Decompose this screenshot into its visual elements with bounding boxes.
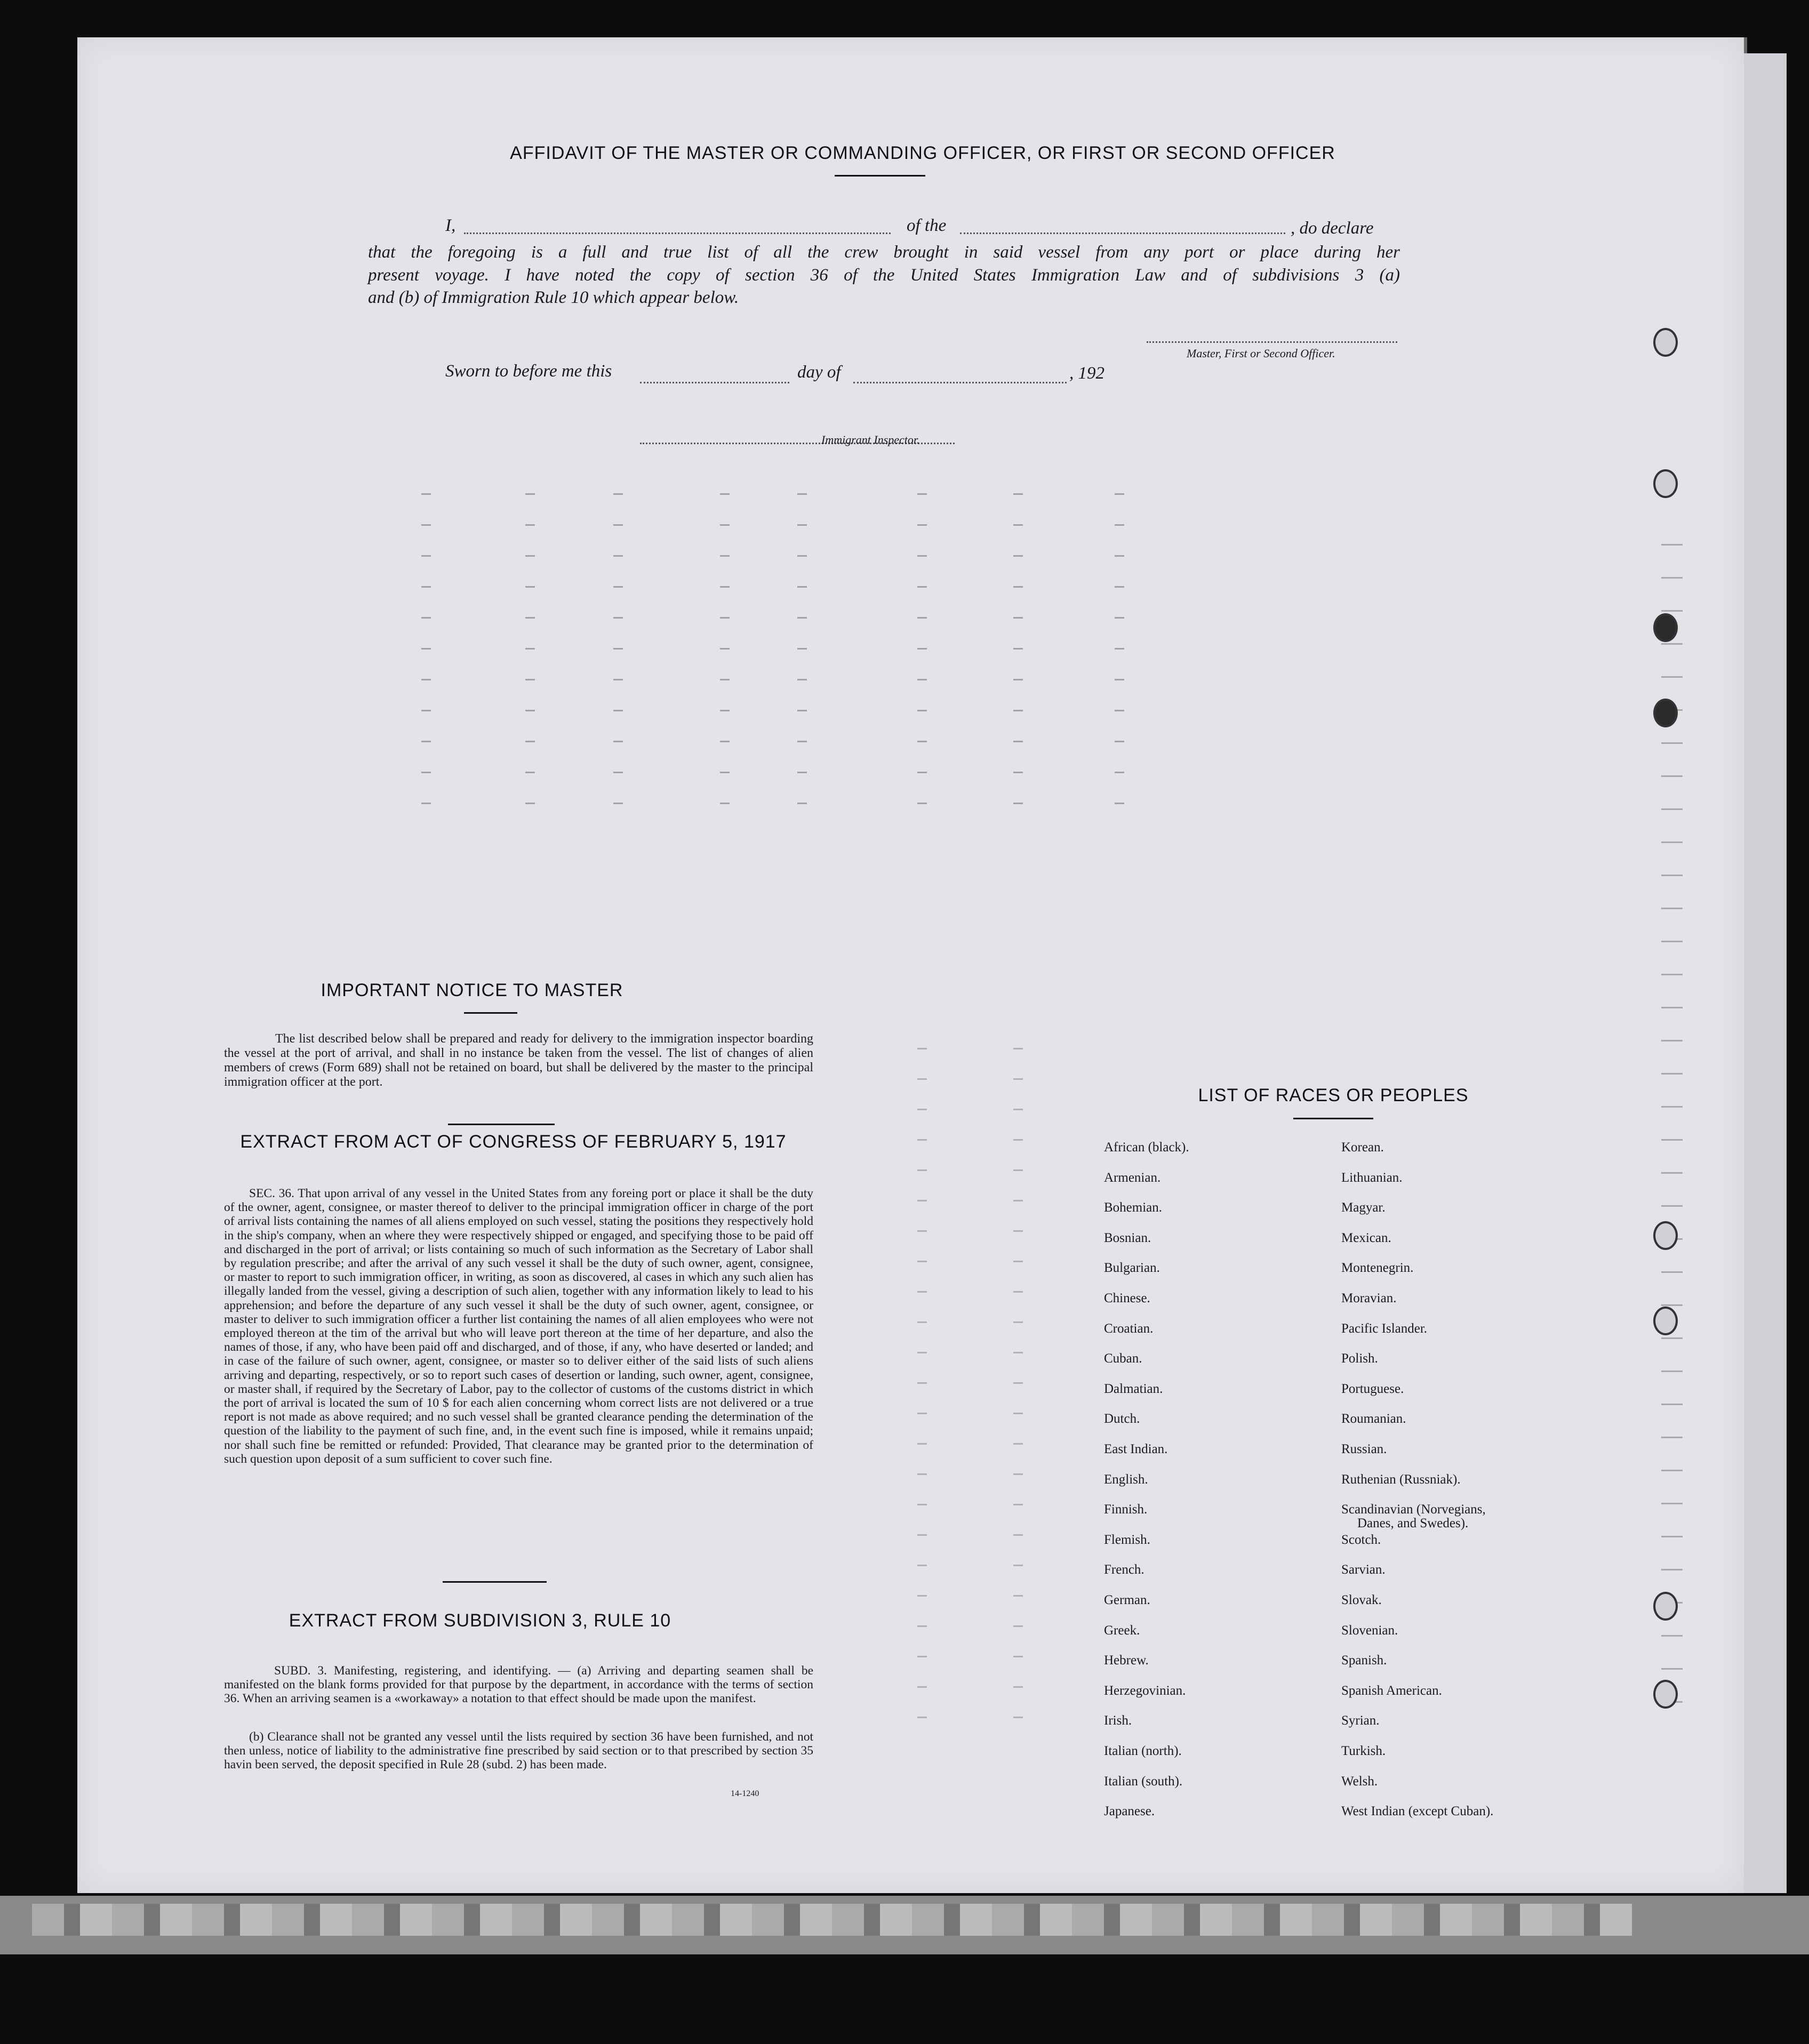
race-item: Armenian. bbox=[1104, 1170, 1161, 1185]
ghost-dash bbox=[1115, 741, 1124, 742]
race-item: Bulgarian. bbox=[1104, 1261, 1160, 1276]
ghost-dash bbox=[1115, 493, 1124, 495]
ghost-dash bbox=[917, 1230, 927, 1232]
notice-title: IMPORTANT NOTICE TO MASTER bbox=[321, 980, 623, 1000]
punch-hole bbox=[1653, 699, 1678, 727]
ghost-dash bbox=[613, 648, 623, 650]
ghost-dash bbox=[1013, 1473, 1023, 1475]
race-item: Herzegovinian. bbox=[1104, 1683, 1186, 1698]
act-body: SEC. 36. That upon arrival of any vessel in the United States from any foreing port or place it shall be the duty of the owner, agent, consignee, or master thereof to deliver to the principal immigration officer in charge of the port of arrival lists containing the names of all aliens employed on such vessel, stating the positions they respectively hold in the ship's company, when an where they were respectively shipped or engaged, and specifying those to be paid off and discharged in the port of arrival; or lists containing so much of such information as the Secretary of Labor shall by regulation prescribe; and after the arrival of any such vessel it shall be the duty of such owner, agent, consignee, or master to report to such immigration officer, in writing, as soon as discovered, al cases in which any such alien has illegally landed from the vessel, giving a description of such alien, together with any information likely to lead to his apprehension; and before the departure of any such vessel it shall be the duty of such owner, agent, consignee, or master to deliver to such immigration officer a further list containing the names of all alien employees who were not employed thereon at the tim of the arrival but who will leave port thereon at the time of her departure, and also the names of those, if any, who have been paid off and discharged, and of those, if any, who have deserted or landed; and in case of the failure of such owner, agent, consignee, or master so to deliver either of the said lists of such aliens arriving and departing, respectively, or so to report such cases of desertion or landing, such owner, agent, consignee, or master shall, if required by the Secretary of Labor, pay to the collector of customs of the customs district in which the port of arrival is located the sum of 10 $ for each alien concerning whom correct lists are not delivered or a true report is not made as above required; and no such vessel shall be granted clearance pending the determination of the question of the liability to the payment of such fine, and, in the event such fine is imposed, while it remains unpaid; nor shall such fine be remitted or refunded: Provided, That clearance may be granted prior to the determination of such question upon deposit of a sum sufficient to cover such fine. bbox=[224, 1187, 813, 1466]
affidavit-title: AFFIDAVIT OF THE MASTER OR COMMANDING OFFICER, OR FIRST OR SECOND OFFICER bbox=[510, 143, 1335, 163]
race-item: African (black). bbox=[1104, 1140, 1189, 1155]
race-item: Welsh. bbox=[1341, 1774, 1378, 1789]
of-the-label: of the bbox=[907, 216, 947, 235]
ghost-dash bbox=[720, 586, 730, 588]
ghost-dash bbox=[1013, 1078, 1023, 1080]
ghost-dash bbox=[613, 803, 623, 804]
rule-para-b: (b) Clearance shall not be granted any vessel until the lists required by section 36 have been furnished, and not then unless, notice of liability to the administrative fine prescribed by said section or to that prescribed by section 35 havin been served, the deposit specified in Rule 28 (subd. 2) has been made. bbox=[224, 1730, 813, 1772]
ghost-dash bbox=[613, 617, 623, 619]
race-item: West Indian (except Cuban). bbox=[1341, 1804, 1494, 1819]
race-item: Russian. bbox=[1341, 1442, 1387, 1456]
ghost-dash bbox=[525, 741, 535, 742]
ghost-dash bbox=[1661, 610, 1683, 612]
ghost-dash bbox=[917, 586, 927, 588]
ghost-dash bbox=[1661, 941, 1683, 942]
race-item: Slovak. bbox=[1341, 1593, 1382, 1607]
affidavit-line-2: that the foregoing is a full and true list of all the crew brought in said vessel from any port or place during her bbox=[368, 243, 1400, 262]
rule-title: EXTRACT FROM SUBDIVISION 3, RULE 10 bbox=[289, 1610, 671, 1631]
ghost-dash bbox=[1661, 841, 1683, 843]
ghost-dash bbox=[1013, 1504, 1023, 1505]
race-item: East Indian. bbox=[1104, 1442, 1168, 1456]
race-item: Korean. bbox=[1341, 1140, 1384, 1155]
ghost-dash bbox=[1013, 493, 1023, 495]
ghost-dash bbox=[1013, 1139, 1023, 1141]
ghost-dash bbox=[1115, 710, 1124, 711]
rule-para-a: SUBD. 3. Manifesting, registering, and identifying. — (a) Arriving and departing seamen shall be manifested on the blank forms provided for that purpose by the department, in accordance with the terms of section 36. When an arriving seamen is a «workaway» a notation to that effect should be made upon the manifest. bbox=[224, 1664, 813, 1705]
ghost-dash bbox=[1661, 1668, 1683, 1670]
ghost-dash bbox=[1661, 544, 1683, 546]
ghost-dash bbox=[1013, 1413, 1023, 1414]
ghost-dash bbox=[1013, 1717, 1023, 1718]
ghost-dash bbox=[917, 1382, 927, 1384]
race-item: Polish. bbox=[1341, 1351, 1378, 1366]
ghost-dash bbox=[525, 648, 535, 650]
ghost-dash bbox=[1013, 1595, 1023, 1597]
ghost-dash bbox=[917, 1473, 927, 1475]
ghost-dash bbox=[1661, 643, 1683, 645]
race-item: Roumanian. bbox=[1341, 1412, 1406, 1426]
ghost-dash bbox=[1013, 1109, 1023, 1110]
name-field[interactable] bbox=[464, 233, 891, 234]
ghost-dash bbox=[917, 679, 927, 680]
back-page-edge bbox=[1744, 53, 1787, 1893]
title-rule bbox=[835, 175, 925, 177]
ghost-dash bbox=[1013, 648, 1023, 650]
race-item: Scandinavian (Norvegians, bbox=[1341, 1502, 1486, 1517]
ghost-dash bbox=[917, 1261, 927, 1262]
ghost-dash bbox=[1661, 1304, 1683, 1306]
ghost-dash bbox=[613, 586, 623, 588]
ghost-dash bbox=[421, 741, 431, 742]
notice-bottom-rule bbox=[448, 1124, 555, 1125]
ghost-dash bbox=[1013, 710, 1023, 711]
race-item: English. bbox=[1104, 1472, 1148, 1487]
ghost-dash bbox=[720, 741, 730, 742]
ghost-dash bbox=[421, 679, 431, 680]
ghost-dash bbox=[1661, 1007, 1683, 1008]
ghost-dash bbox=[613, 710, 623, 711]
act-title: EXTRACT FROM ACT OF CONGRESS OF FEBRUARY 5, 1917 bbox=[240, 1132, 787, 1152]
ghost-dash bbox=[917, 1291, 927, 1293]
ghost-dash bbox=[917, 1321, 927, 1323]
ghost-dash bbox=[1013, 741, 1023, 742]
ghost-dash bbox=[525, 555, 535, 557]
punch-hole bbox=[1653, 469, 1678, 498]
ghost-dash bbox=[421, 555, 431, 557]
race-item: Slovenian. bbox=[1341, 1623, 1398, 1638]
ghost-dash bbox=[1661, 1271, 1683, 1273]
punch-hole bbox=[1653, 1680, 1678, 1709]
ghost-dash bbox=[917, 710, 927, 711]
ghost-dash bbox=[720, 803, 730, 804]
day-of-label: day of bbox=[797, 363, 841, 382]
race-item: Lithuanian. bbox=[1341, 1170, 1403, 1185]
ghost-dash bbox=[1013, 1443, 1023, 1445]
ghost-dash bbox=[1013, 1230, 1023, 1232]
do-declare-label: , do declare bbox=[1291, 219, 1374, 238]
ghost-dash bbox=[1661, 908, 1683, 909]
ghost-dash bbox=[917, 1352, 927, 1353]
race-item: Portuguese. bbox=[1341, 1381, 1404, 1396]
punch-hole bbox=[1653, 1221, 1678, 1250]
year-label: , 192 bbox=[1069, 364, 1104, 383]
ghost-dash bbox=[1661, 676, 1683, 678]
race-item: Scotch. bbox=[1341, 1532, 1381, 1547]
ghost-dash bbox=[1013, 524, 1023, 526]
ghost-dash bbox=[1661, 1470, 1683, 1471]
torn-paper-edge bbox=[32, 1904, 1632, 1936]
race-item: Danes, and Swedes). bbox=[1357, 1516, 1469, 1531]
ghost-dash bbox=[1013, 1321, 1023, 1323]
ghost-dash bbox=[1661, 1635, 1683, 1637]
ghost-dash bbox=[1661, 1172, 1683, 1174]
ghost-dash bbox=[421, 586, 431, 588]
ghost-dash bbox=[1013, 1382, 1023, 1384]
ghost-dash bbox=[1661, 1503, 1683, 1504]
ghost-dash bbox=[1115, 586, 1124, 588]
ghost-dash bbox=[613, 772, 623, 773]
ghost-dash bbox=[720, 710, 730, 711]
ghost-dash bbox=[525, 679, 535, 680]
ghost-dash bbox=[797, 741, 807, 742]
notice-body: The list described below shall be prepared and ready for delivery to the immigration inspector boarding the vessel at the port of arrival, and shall in no instance be taken from the vessel. The list of changes of alien members of crews (Form 689) shall not be retained on board, but shall be delivered by the master to the principal immigration officer at the port. bbox=[224, 1032, 813, 1089]
sworn-day-field[interactable] bbox=[640, 382, 789, 383]
ghost-dash bbox=[1661, 775, 1683, 777]
ghost-dash bbox=[1013, 1352, 1023, 1353]
ghost-dash bbox=[525, 710, 535, 711]
race-item: Syrian. bbox=[1341, 1713, 1380, 1728]
ghost-dash bbox=[421, 524, 431, 526]
ghost-dash bbox=[797, 617, 807, 619]
race-item: Chinese. bbox=[1104, 1291, 1150, 1305]
ghost-dash bbox=[797, 524, 807, 526]
race-item: Bohemian. bbox=[1104, 1200, 1163, 1215]
ghost-dash bbox=[917, 1169, 927, 1171]
ghost-dash bbox=[421, 803, 431, 804]
signature-field[interactable] bbox=[1147, 341, 1397, 343]
races-title: LIST OF RACES OR PEOPLES bbox=[1198, 1085, 1469, 1105]
ghost-dash bbox=[720, 524, 730, 526]
ghost-dash bbox=[917, 493, 927, 495]
ghost-dash bbox=[1661, 1437, 1683, 1438]
ghost-dash bbox=[1013, 555, 1023, 557]
races-rule bbox=[1293, 1118, 1373, 1119]
affidavit-line-4: and (b) of Immigration Rule 10 which appear below. bbox=[368, 288, 739, 307]
vessel-field[interactable] bbox=[960, 233, 1285, 234]
ghost-dash bbox=[1013, 1534, 1023, 1536]
ghost-dash bbox=[797, 710, 807, 711]
i-label: I, bbox=[445, 216, 456, 235]
ghost-dash bbox=[1013, 1169, 1023, 1171]
ghost-dash bbox=[917, 1595, 927, 1597]
ghost-dash bbox=[1013, 1200, 1023, 1201]
ghost-dash bbox=[720, 772, 730, 773]
ghost-dash bbox=[917, 772, 927, 773]
ghost-dash bbox=[1115, 772, 1124, 773]
ghost-dash bbox=[525, 493, 535, 495]
race-item: Finnish. bbox=[1104, 1502, 1148, 1517]
race-item: Turkish. bbox=[1341, 1744, 1386, 1758]
ghost-dash bbox=[1013, 772, 1023, 773]
ghost-dash bbox=[1661, 577, 1683, 579]
ghost-dash bbox=[797, 772, 807, 773]
ghost-dash bbox=[797, 586, 807, 588]
ghost-dash bbox=[1013, 679, 1023, 680]
ghost-dash bbox=[1661, 974, 1683, 975]
race-item: Montenegrin. bbox=[1341, 1261, 1414, 1276]
race-item: Italian (south). bbox=[1104, 1774, 1183, 1789]
ghost-dash bbox=[525, 772, 535, 773]
ghost-dash bbox=[1115, 648, 1124, 650]
ghost-dash bbox=[720, 648, 730, 650]
ghost-dash bbox=[917, 741, 927, 742]
race-item: Dalmatian. bbox=[1104, 1381, 1163, 1396]
ghost-dash bbox=[1661, 1404, 1683, 1405]
ghost-dash bbox=[917, 1565, 927, 1566]
ghost-dash bbox=[1013, 803, 1023, 804]
ghost-dash bbox=[1115, 617, 1124, 619]
ghost-dash bbox=[613, 679, 623, 680]
ghost-dash bbox=[1013, 586, 1023, 588]
race-item: Japanese. bbox=[1104, 1804, 1155, 1819]
ghost-dash bbox=[1661, 742, 1683, 744]
race-item: Irish. bbox=[1104, 1713, 1132, 1728]
inspector-caption: Immigrant Inspector. bbox=[821, 433, 920, 446]
ghost-dash bbox=[1013, 1656, 1023, 1657]
ghost-dash bbox=[917, 1625, 927, 1627]
ghost-dash bbox=[525, 803, 535, 804]
ghost-dash bbox=[421, 772, 431, 773]
ghost-dash bbox=[1661, 1139, 1683, 1141]
ghost-dash bbox=[917, 1686, 927, 1688]
race-item: Spanish American. bbox=[1341, 1683, 1442, 1698]
race-item: Bosnian. bbox=[1104, 1230, 1151, 1245]
ghost-dash bbox=[1013, 1291, 1023, 1293]
race-item: Mexican. bbox=[1341, 1230, 1391, 1245]
ghost-dash bbox=[1661, 1370, 1683, 1372]
ghost-dash bbox=[917, 1656, 927, 1657]
race-item: Moravian. bbox=[1341, 1291, 1397, 1305]
ghost-dash bbox=[525, 586, 535, 588]
ghost-dash bbox=[525, 617, 535, 619]
sworn-month-field[interactable] bbox=[853, 382, 1067, 383]
race-item: Sarvian. bbox=[1341, 1562, 1386, 1577]
ghost-dash bbox=[1115, 555, 1124, 557]
ghost-dash bbox=[1115, 524, 1124, 526]
ghost-dash bbox=[421, 710, 431, 711]
ghost-dash bbox=[917, 1413, 927, 1414]
ghost-dash bbox=[917, 1443, 927, 1445]
race-item: Hebrew. bbox=[1104, 1653, 1149, 1668]
ghost-dash bbox=[917, 648, 927, 650]
notice-rule bbox=[464, 1012, 517, 1014]
ghost-dash bbox=[613, 493, 623, 495]
race-item: Greek. bbox=[1104, 1623, 1140, 1638]
ghost-dash bbox=[613, 524, 623, 526]
ghost-dash bbox=[1661, 1073, 1683, 1075]
ghost-dash bbox=[613, 741, 623, 742]
ghost-dash bbox=[797, 679, 807, 680]
ghost-dash bbox=[917, 803, 927, 804]
race-item: Italian (north). bbox=[1104, 1744, 1182, 1758]
ghost-dash bbox=[720, 617, 730, 619]
ghost-dash bbox=[613, 555, 623, 557]
ghost-dash bbox=[917, 617, 927, 619]
ghost-dash bbox=[1661, 1536, 1683, 1537]
ghost-dash bbox=[525, 524, 535, 526]
race-item: Magyar. bbox=[1341, 1200, 1386, 1215]
ghost-dash bbox=[1661, 1569, 1683, 1570]
ghost-dash bbox=[797, 493, 807, 495]
ghost-dash bbox=[1013, 1565, 1023, 1566]
form-number: 14-1240 bbox=[731, 1789, 759, 1798]
punch-hole bbox=[1653, 1592, 1678, 1621]
ghost-dash bbox=[797, 803, 807, 804]
ghost-dash bbox=[1115, 803, 1124, 804]
punch-hole bbox=[1653, 328, 1678, 357]
ghost-dash bbox=[720, 555, 730, 557]
act-bottom-rule bbox=[443, 1581, 547, 1583]
ghost-dash bbox=[797, 648, 807, 650]
race-item: Dutch. bbox=[1104, 1412, 1140, 1426]
race-item: Pacific Islander. bbox=[1341, 1321, 1428, 1336]
ghost-dash bbox=[1661, 808, 1683, 810]
ghost-dash bbox=[1661, 1106, 1683, 1108]
signature-caption: Master, First or Second Officer. bbox=[1187, 347, 1335, 360]
ghost-dash bbox=[917, 1139, 927, 1141]
ghost-dash bbox=[917, 1717, 927, 1718]
ghost-dash bbox=[797, 555, 807, 557]
punch-hole bbox=[1653, 1306, 1678, 1335]
ghost-dash bbox=[917, 1048, 927, 1049]
ghost-dash bbox=[917, 555, 927, 557]
ghost-dash bbox=[1013, 1261, 1023, 1262]
ghost-dash bbox=[1661, 1040, 1683, 1041]
race-item: Flemish. bbox=[1104, 1532, 1150, 1547]
punch-hole bbox=[1653, 613, 1678, 642]
ghost-dash bbox=[1661, 1205, 1683, 1207]
sworn-label: Sworn to before me this bbox=[445, 362, 612, 381]
ghost-dash bbox=[1013, 1625, 1023, 1627]
race-item: German. bbox=[1104, 1593, 1150, 1607]
ghost-dash bbox=[917, 1534, 927, 1536]
ghost-dash bbox=[917, 524, 927, 526]
ghost-dash bbox=[1013, 1686, 1023, 1688]
ghost-dash bbox=[720, 493, 730, 495]
ghost-dash bbox=[421, 617, 431, 619]
race-item: Croatian. bbox=[1104, 1321, 1154, 1336]
ghost-dash bbox=[720, 679, 730, 680]
ghost-dash bbox=[917, 1200, 927, 1201]
race-item: Spanish. bbox=[1341, 1653, 1387, 1668]
ghost-dash bbox=[1661, 1337, 1683, 1339]
affidavit-line-3: present voyage. I have noted the copy of section 36 of the United States Immigration Law and of subdivisions 3 (a) bbox=[368, 266, 1400, 285]
ghost-dash bbox=[917, 1504, 927, 1505]
ghost-dash bbox=[917, 1078, 927, 1080]
race-item: Ruthenian (Russniak). bbox=[1341, 1472, 1461, 1487]
race-item: French. bbox=[1104, 1562, 1144, 1577]
ghost-dash bbox=[1115, 679, 1124, 680]
ghost-dash bbox=[421, 648, 431, 650]
race-item: Cuban. bbox=[1104, 1351, 1142, 1366]
ghost-dash bbox=[1013, 617, 1023, 619]
ghost-dash bbox=[1013, 1048, 1023, 1049]
ghost-dash bbox=[1661, 875, 1683, 876]
ghost-dash bbox=[421, 493, 431, 495]
ghost-dash bbox=[917, 1109, 927, 1110]
